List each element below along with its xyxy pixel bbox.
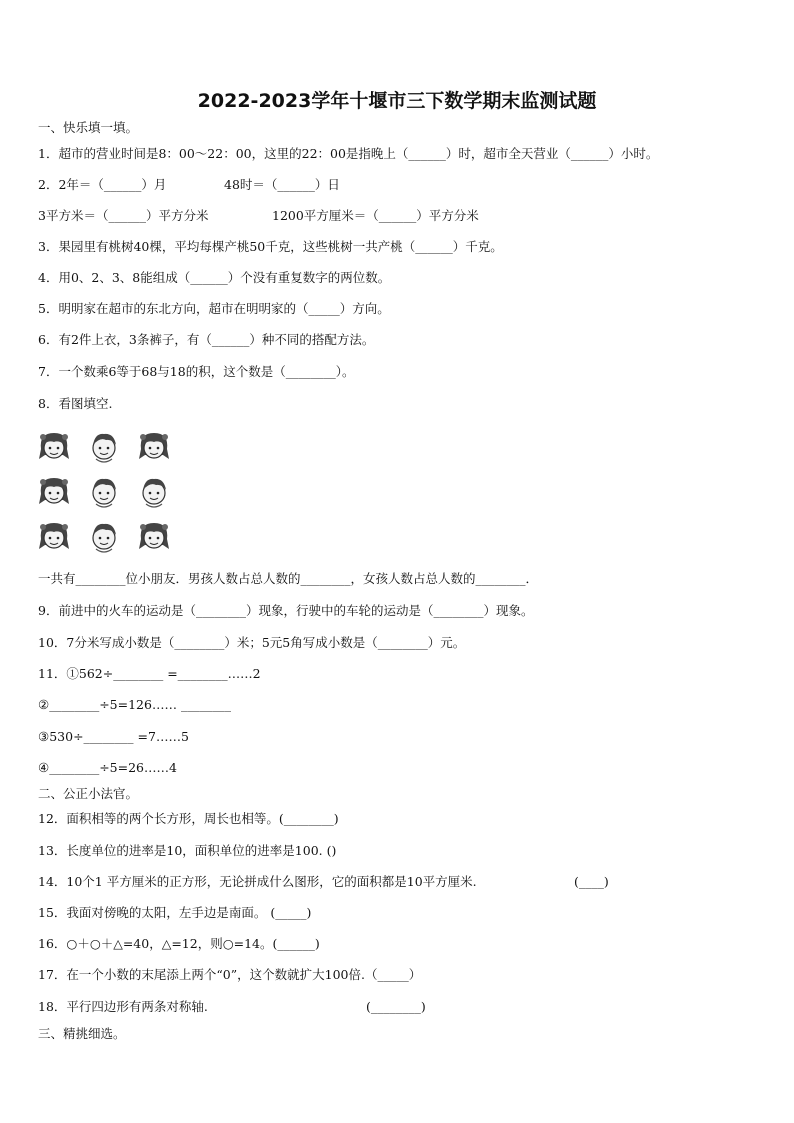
question-3: 3．果园里有桃树40棵，平均每棵产桃50千克，这些桃树一共产桃（______）千克。: [38, 239, 503, 254]
question-2-hours: 48时＝（______）日: [224, 177, 340, 192]
question-2-square-centimeters: 1200平方厘米＝（______）平方分米: [272, 208, 479, 223]
question-4: 4．用0、2、3、8能组成（______）个没有重复数字的两位数。: [38, 270, 391, 285]
page-title: 2022-2023学年十堰市三下数学期末监测试题: [197, 90, 597, 112]
section-3-heading: 三、精挑细选。: [38, 1026, 126, 1041]
question-18-answer-bracket: (________): [366, 999, 426, 1014]
question-11-part-2: ②________÷5=126…… ________: [38, 697, 231, 712]
question-7: 7．一个数乘6等于68与18的积，这个数是（________）。: [38, 364, 355, 379]
question-1: 1．超市的营业时间是8：00～22：00，这里的22：00是指晚上（______）时，超市全天营业（______）小时。: [38, 146, 659, 161]
question-2-years: 2．2年＝（______）月: [38, 177, 167, 192]
children-faces-svg: [36, 427, 176, 559]
question-5: 5．明明家在超市的东北方向，超市在明明家的（_____）方向。: [38, 301, 390, 316]
girl-face-icon: [39, 523, 69, 549]
question-11-part-4: ④________÷5=26……4: [38, 760, 177, 775]
question-13: 13．长度单位的进率是10，面积单位的进率是100. (): [38, 843, 337, 858]
boy-face-icon: [93, 479, 116, 507]
girl-face-icon: [39, 433, 69, 459]
section-2-heading: 二、公正小法官。: [38, 786, 139, 801]
boy-face-icon: [143, 479, 166, 507]
girl-face-icon: [139, 523, 169, 549]
question-11-part-1: 11．①562÷________ =________……2: [38, 666, 261, 681]
question-2-square-meters: 3平方米＝（______）平方分米: [38, 208, 209, 223]
question-10: 10．7分米写成小数是（________）米；5元5角写成小数是（________）元。: [38, 635, 466, 650]
question-12: 12．面积相等的两个长方形，周长也相等。(________): [38, 811, 339, 826]
question-18: 18．平行四边形有两条对称轴.: [38, 999, 208, 1014]
question-14: 14．10个1 平方厘米的正方形，无论拼成什么图形，它的面积都是10平方厘米.: [38, 874, 477, 889]
question-9: 9．前进中的火车的运动是（________）现象，行驶中的车轮的运动是（________）现象。: [38, 603, 534, 618]
question-8: 8．看图填空.: [38, 396, 113, 411]
question-6: 6．有2件上衣，3条裤子，有（______）种不同的搭配方法。: [38, 332, 375, 347]
question-16: 16．○＋○＋△=40，△=12，则○=14。(______): [38, 936, 320, 951]
question-8-fill: 一共有________位小朋友．男孩人数占总人数的________，女孩人数占总人数的________．: [38, 571, 539, 586]
boy-face-icon: [93, 524, 116, 552]
question-14-answer-bracket: (____): [574, 874, 609, 889]
children-faces-figure: [36, 427, 176, 559]
question-17: 17．在一个小数的末尾添上两个“0”，这个数就扩大100倍.（_____）: [38, 967, 422, 982]
girl-face-icon: [139, 433, 169, 459]
section-1-heading: 一、快乐填一填。: [38, 120, 139, 135]
question-11-part-3: ③530÷________ =7……5: [38, 729, 189, 744]
boy-face-icon: [93, 434, 116, 462]
question-15: 15．我面对傍晚的太阳，左手边是南面。 (_____): [38, 905, 312, 920]
girl-face-icon: [39, 478, 69, 504]
